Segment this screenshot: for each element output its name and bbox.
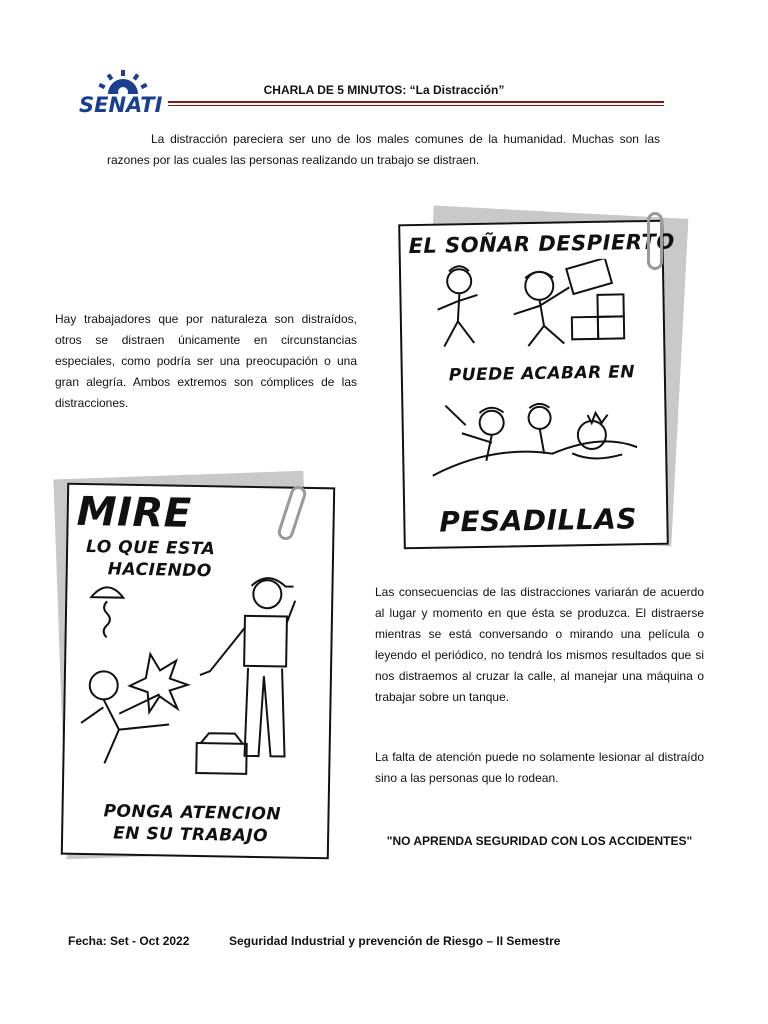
workers-paragraph: Hay trabajadores que por naturaleza son distraídos, otros se distraen únicamente en circunstancias especiales, como podría ser una preocupación o una gran alegría. Ambos extremos son cómplices de las distracciones. [55,312,357,410]
poster-daydreaming [395,208,685,553]
poster-look-subtitle-2: HACIENDO [107,559,212,582]
footer-course: Seguridad Industrial y prevención de Riesgo – II Semestre [229,934,561,948]
page-title: CHARLA DE 5 MINUTOS: “La Distracción” [263,83,505,97]
safety-quote: "NO APRENDA SEGURIDAD CON LOS ACCIDENTES" [386,834,693,848]
poster-look-footer-2: EN SU TRABAJO [112,823,269,847]
paperclip-icon [647,212,663,270]
poster-look-footer-1: PONGA ATENCION [103,801,282,825]
nightmare-illustration [431,392,643,486]
poster-attention [58,465,348,865]
logo-text: SENATI [79,93,163,117]
intro-paragraph: La distracción pareciera ser uno de los males comunes de la humanidad. Muchas son las razones por las cuales las personas realizando un trabajo se distraen. [107,132,660,167]
attention-paragraph: La falta de atención puede no solamente lesionar al distraído sino a las personas que lo rodean. [375,750,704,785]
workshop-accident-illustration [78,573,312,787]
dreaming-workers-illustration [429,258,631,351]
header-divider [168,101,664,107]
footer-date: Fecha: Set - Oct 2022 [68,934,190,948]
poster-dream-title: EL SOÑAR DESPIERTO [408,229,675,259]
poster-dream-conclusion: PESADILLAS [439,502,638,539]
consequences-paragraph: Las consecuencias de las distracciones variarán de acuerdo al lugar y momento en que ésta se produzca. El distraerse mientras se está conversando o mirando una película o leyendo el periódico, no tendrá los mismos resultados que si nos distraemos al cruzar la calle, al manejar una máquina o trabajar sobre un tanque. [375,585,704,704]
poster-look-title: MIRE [76,488,192,537]
poster-dream-subtitle: PUEDE ACABAR EN [448,362,636,386]
poster-look-subtitle-1: LO QUE ESTA [85,537,216,560]
